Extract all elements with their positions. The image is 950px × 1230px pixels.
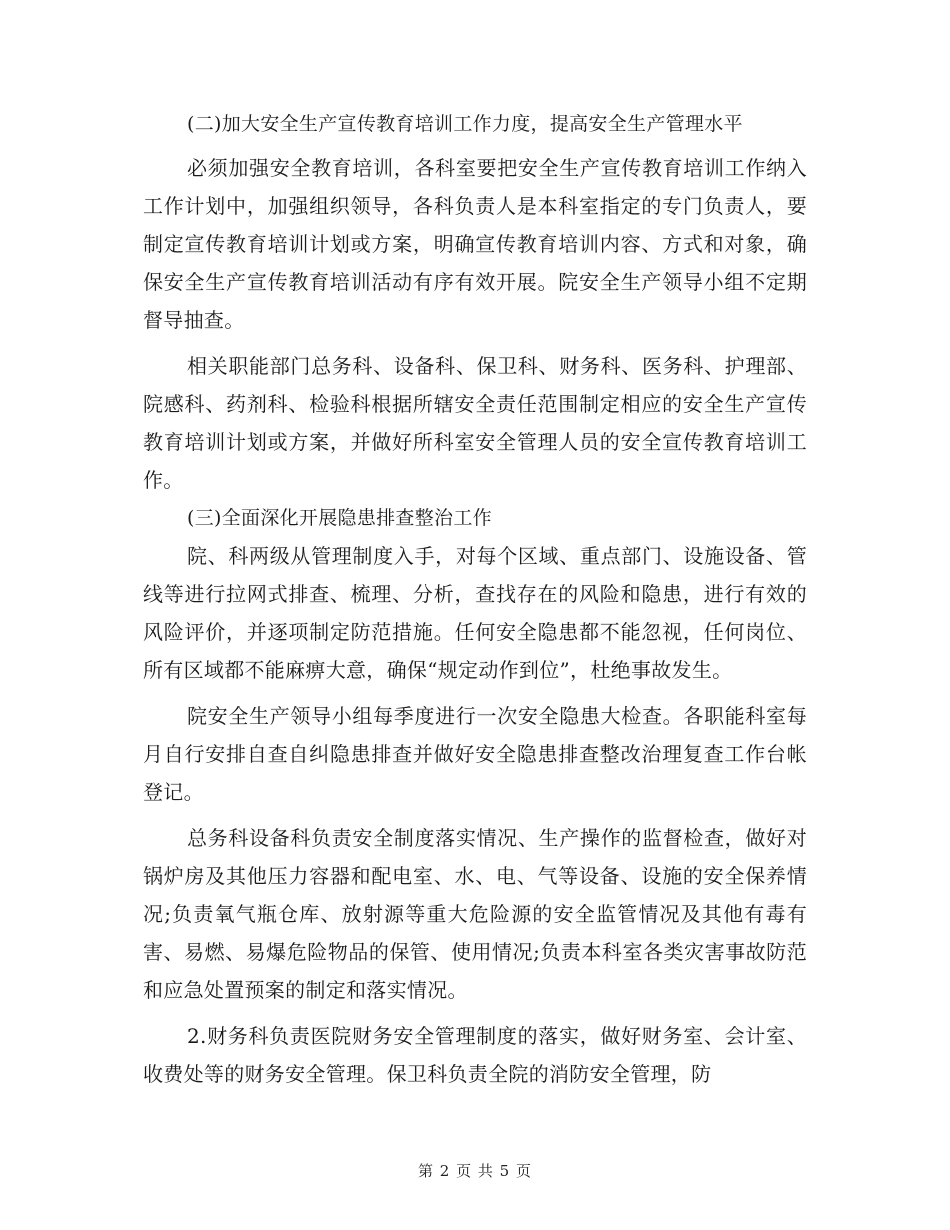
paragraph-general-affairs: 总务科设备科负责安全制度落实情况、生产操作的监督检查，做好对锅炉房及其他压力容器和配电室、水、电、气等设备、设施的安全保养情况;负责氧气瓶仓库、放射源等重大危险源的安全监管情况及其他有毒有害、易燃、易爆危险物品的保管、使用情况;负责本科室各类灾害事故防范和应急处置预案的制定和落实情况。 [143, 826, 807, 1002]
paragraph-training: 必须加强安全教育培训，各科室要把安全生产宣传教育培训工作纳入工作计划中，加强组织领导，各科负责人是本科室指定的专门负责人，要制定宣传教育培训计划或方案，明确宣传教育培训内容、方式和对象，确保安全生产宣传教育培训活动有序有效开展。院安全生产领导小组不定期督导抽查。 [143, 156, 807, 332]
paragraph-quarterly-inspection: 院安全生产领导小组每季度进行一次安全隐患大检查。各职能科室每月自行安排自查自纠隐患排查并做好安全隐患排查整改治理复查工作台帐登记。 [143, 704, 807, 804]
paragraph-hazard-check: 院、科两级从管理制度入手，对每个区域、重点部门、设施设备、管线等进行拉网式排查、梳理、分析，查找存在的风险和隐患，进行有效的风险评价，并逐项制定防范措施。任何安全隐患都不能忽视，任何岗位、所有区域都不能麻痹大意，确保“规定动作到位”，杜绝事故发生。 [143, 544, 807, 682]
paragraph-departments: 相关职能部门总务科、设备科、保卫科、财务科、医务科、护理部、院感科、药剂科、检验科根据所辖安全责任范围制定相应的安全生产宣传教育培训计划或方案，并做好所科室安全管理人员的安全宣传教育培训工作。 [143, 354, 807, 492]
section-heading-2: (二)加大安全生产宣传教育培训工作力度，提高安全生产管理水平 [187, 113, 743, 135]
page-number: 第 2 页 共 5 页 [418, 1162, 532, 1180]
paragraph-finance: 2.财务科负责医院财务安全管理制度的落实，做好财务室、会计室、收费处等的财务安全管理。保卫科负责全院的消防安全管理，防 [143, 1024, 807, 1086]
section-heading-3: (三)全面深化开展隐患排查整治工作 [187, 507, 492, 529]
document-body [143, 105, 807, 1093]
